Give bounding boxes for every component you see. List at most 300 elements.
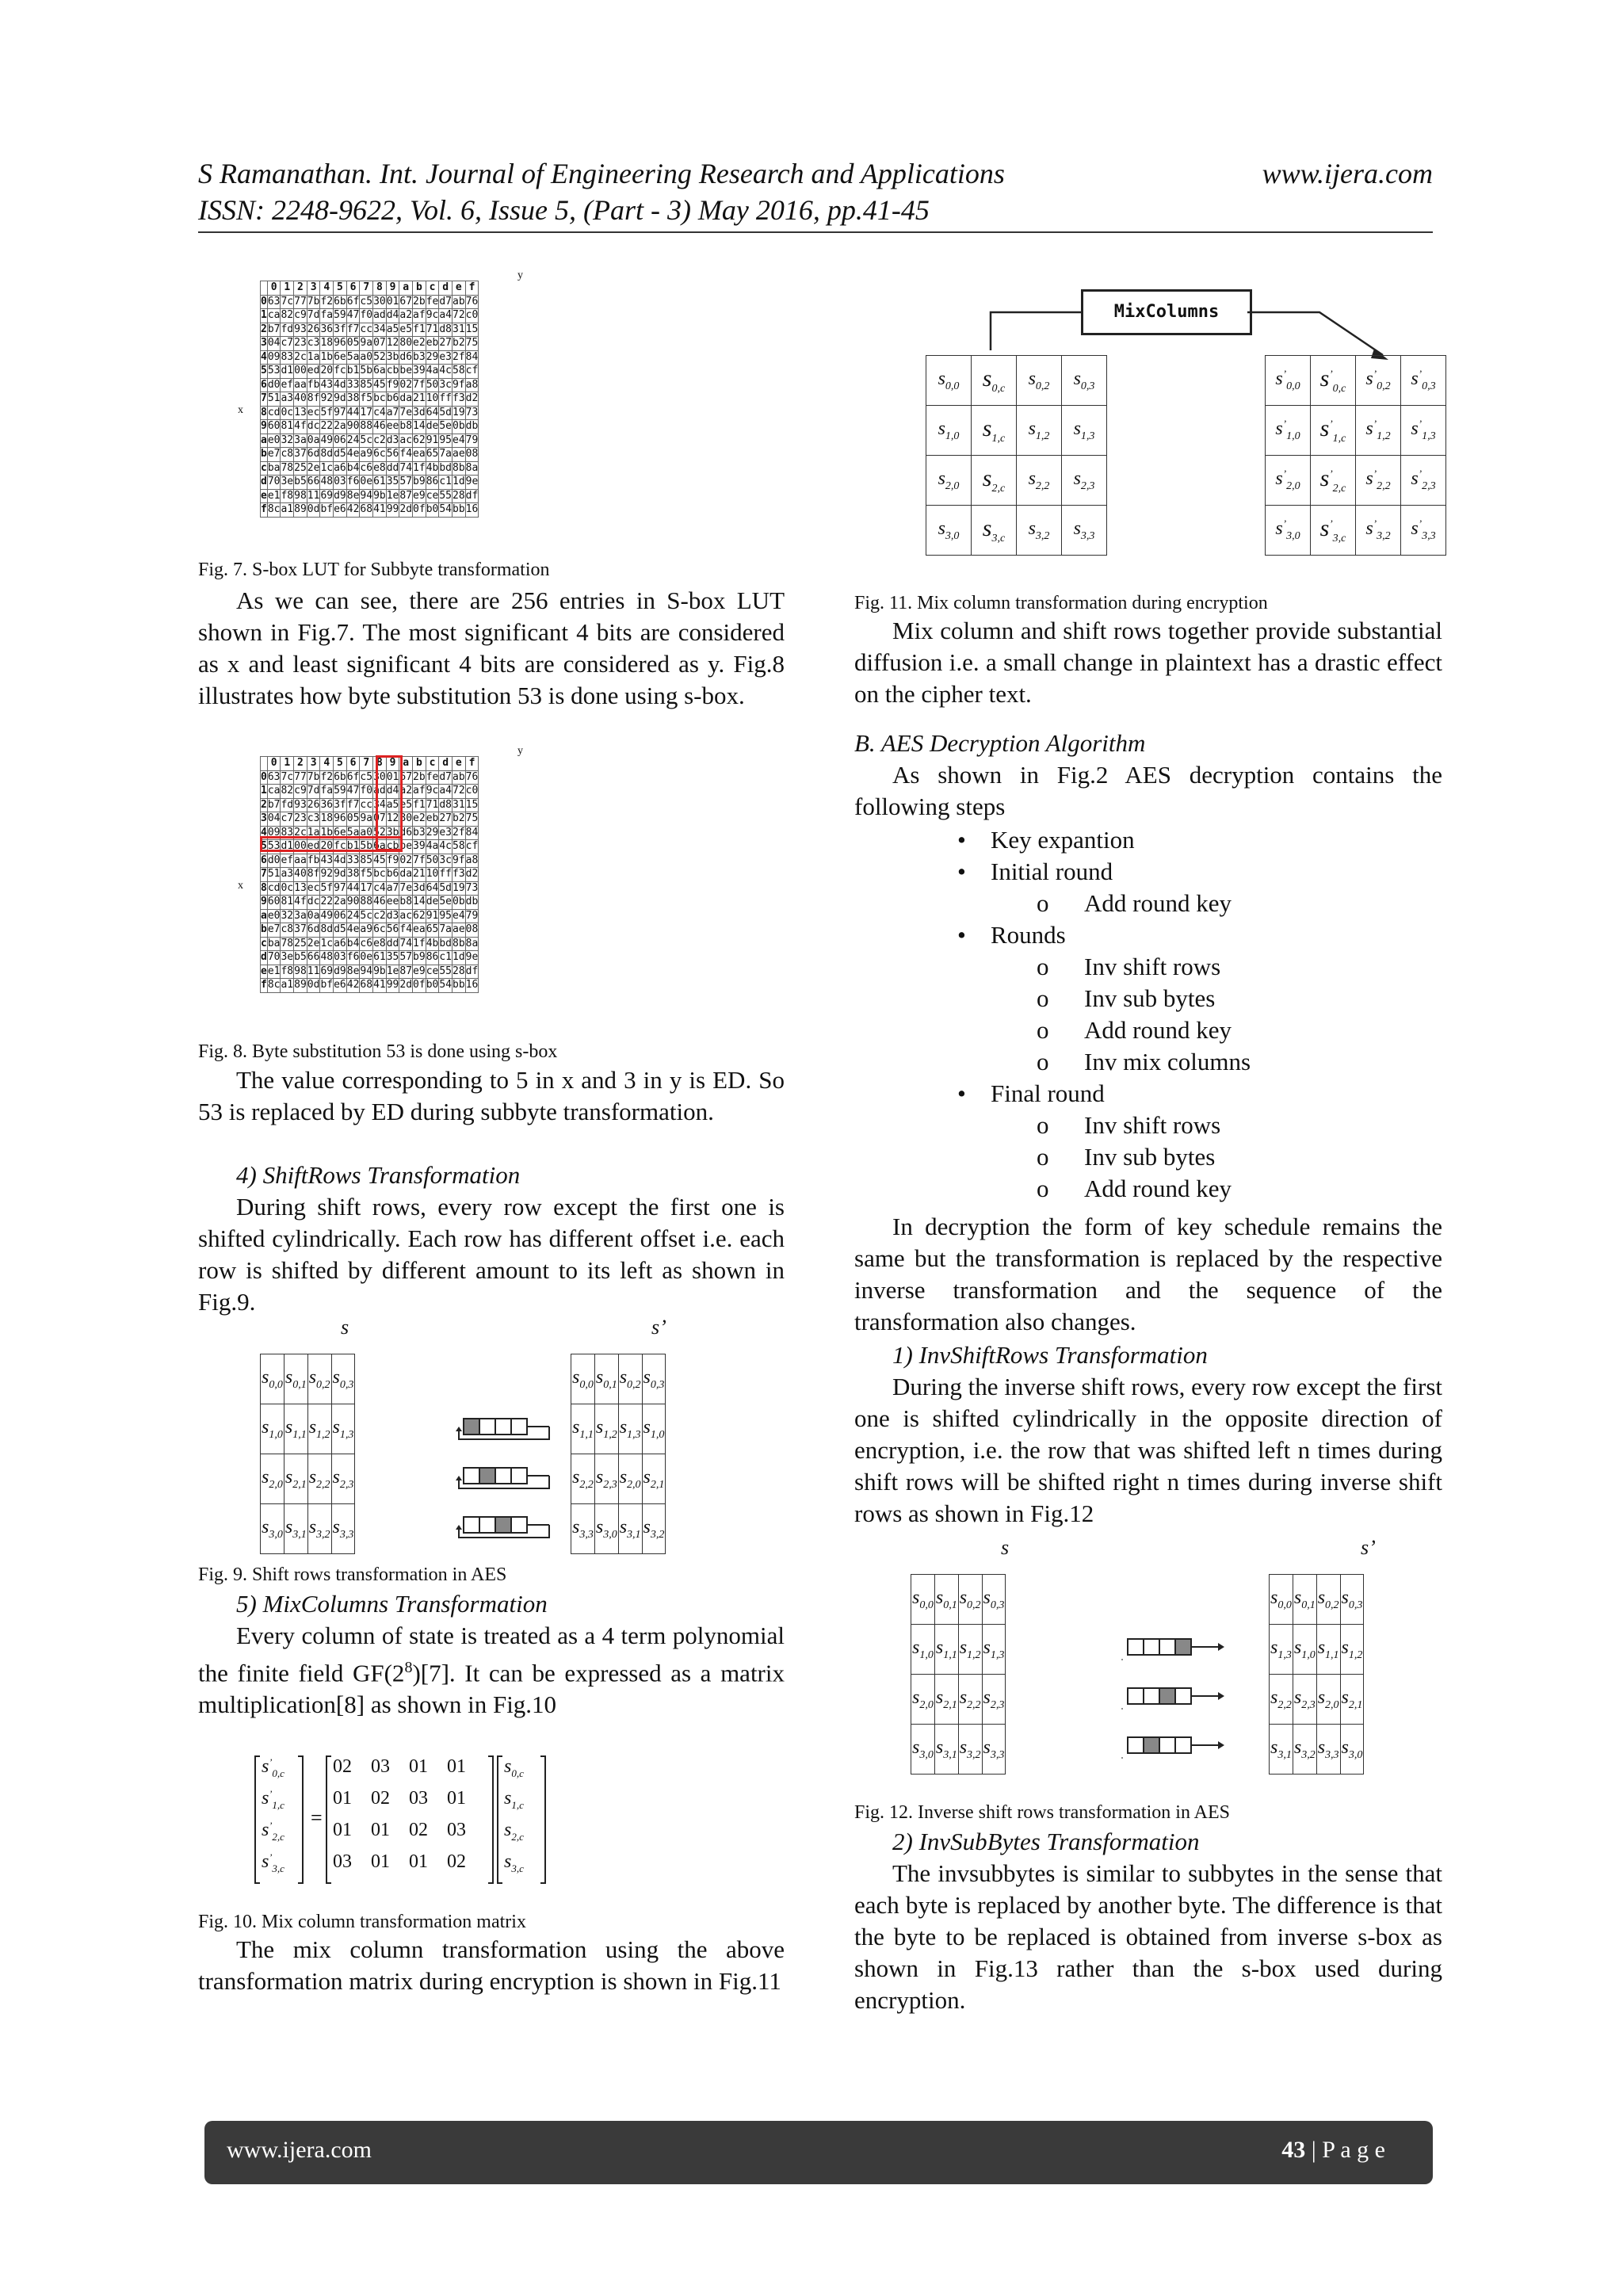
header-rule [198,231,1433,233]
state-cell: $s_{3,0}$ [261,1504,285,1554]
sbox-cell: 13 [294,881,307,894]
sbox-cell: 39 [413,365,426,377]
sbox-cell: 07 [373,812,386,825]
sbox-cell: a3 [281,868,294,881]
sbox-cell: fa [320,309,334,322]
sbox-col-header: 1 [281,757,294,771]
sbox-cell: 7d [307,309,320,322]
sbox-cell: 21 [413,392,426,405]
sbox-cell: 3f [334,798,346,811]
sbox-cell: 93 [294,798,307,811]
sbox-cell: d0 [267,854,281,866]
sbox-cell: f7 [346,323,360,335]
sbox-cell: 11 [307,965,320,977]
state-cell: $s^’_{0,0}$ [1266,356,1311,406]
sbox-cell: 00 [294,840,307,853]
state-cell: $s^’_{3,3}$ [1401,506,1446,556]
sbox-cell: 3e [281,951,294,964]
sbox-cell: 52 [373,826,386,839]
sbox-cell: 01 [386,770,399,783]
sbox-cell: 42 [346,503,360,516]
sbox-row [261,406,479,420]
sbox-cell: 7c [281,770,294,783]
sbox-cell: 20 [320,365,334,377]
sbox-cell: 9d [334,392,346,405]
sbox-cell: 43 [320,378,334,391]
sbox-cell: de [426,896,439,908]
sbox-cell: 28 [453,965,465,977]
fig9-label-s-prime: s’ [651,1316,666,1339]
sbox-cell: 00 [294,365,307,377]
fig11-state-before [926,355,1107,556]
sbox-cell: 39 [413,840,426,853]
sbox-cell: 2a [334,896,346,908]
sbox-cell: 23 [294,812,307,825]
sbox-cell: 7f [413,854,426,866]
sbox-cell: 09 [267,826,281,839]
sbox-cell: 89 [294,979,307,991]
sbox-cell: 46 [373,420,386,433]
sbox-cell: 4c [439,840,453,853]
sbox-col-header: 2 [294,281,307,296]
sbox-cell: 1f [413,461,426,474]
sbox-cell: 36 [320,323,334,335]
matrix-entry: 03 [333,1851,352,1872]
sbox-cell: f8 [281,489,294,502]
sbox-cell: 77 [294,770,307,783]
state-cell: $s_{0,1}$ [594,1354,618,1404]
sbox-cell: 58 [453,365,465,377]
sbox-row [261,854,479,868]
list-item-text: Add round key [1084,1175,1232,1202]
sbox-cell: f3 [453,392,465,405]
sbox-cell: 2d [399,503,413,516]
sbox-corner [261,281,268,296]
sbox-cell: 0c [281,881,294,894]
sbox-col-header: 9 [386,281,399,296]
list-item-text: Inv mix columns [1084,1048,1251,1075]
sub-bullet-icon: o [1037,1048,1049,1075]
sbox-row [261,979,479,993]
sbox-cell: 97 [334,881,346,894]
right-paragraph-3: In decryption the form of key schedule remains the same but the transformation is replaced by the respective inverse transformation and the sequence of the transformation also changes. [854,1213,1442,1335]
sbox-cell: 6e [334,826,346,839]
state-cell: $s_{0,1}$ [1293,1575,1316,1625]
sbox-cell: 66 [307,951,320,964]
right-paragraph-4: During the inverse shift rows, every row except the first one is shifted cylindrically in the opposite direction of encryption, i.e. the row that was shifted left n times during shift rows will be shifted right n times during inverse shift rows as shown in Fig.12 [854,1373,1442,1527]
sbox-row-header: 2 [261,323,267,335]
sbox-cell: a0 [360,826,373,839]
sbox-cell: cb [386,365,399,377]
fig9-label-s: s [341,1316,349,1339]
state-cell: $s_{3,0}$ [926,506,972,556]
sbox-cell: 2e [307,461,320,474]
sbox-cell: aa [294,854,307,866]
sbox-cell: 9b [373,965,386,977]
sbox-cell: 01 [386,295,399,308]
sbox-axis-y: y [517,269,523,281]
sbox-cell: 59 [334,785,346,797]
sbox-cell: d1 [281,840,294,853]
sbox-cell: af [413,785,426,797]
sbox-row-header: f [261,503,267,516]
sbox-cell: 8c [267,503,281,516]
sbox-cell: 99 [386,979,399,991]
state-cell: $s_{1,0}$ [642,1404,666,1454]
state-cell: $s_{0,0}$ [571,1354,595,1404]
state-cell: $s_{1,1}$ [284,1404,307,1454]
sbox-cell: a6 [334,937,346,949]
state-cell: $s_{0,c}$ [972,356,1017,406]
state-cell: $s^’_{1,3}$ [1401,406,1446,456]
matrix-entry: 03 [409,1788,428,1809]
sbox-cell: ce [426,489,439,502]
sbox-cell: 9e [465,951,479,964]
highlight-row-5 [260,836,403,852]
sbox-cell: 11 [307,489,320,502]
sbox-cell: 9e [465,476,479,488]
vector-entry: $s_{3,c}$ [504,1851,524,1874]
sbox-cell: 37 [294,923,307,936]
state-cell: $s_{3,2}$ [1293,1725,1316,1775]
state-cell: $s_{2,1}$ [1340,1675,1364,1725]
sbox-row-header: 4 [261,350,267,363]
state-cell: $s_{3,1}$ [618,1504,642,1554]
state-cell: $s_{2,2}$ [1017,456,1062,506]
state-cell: $s_{2,2}$ [571,1454,595,1504]
sbox-cell: a5 [386,323,399,335]
matrix-entry: 03 [371,1756,390,1777]
sbox-cell: e4 [453,909,465,922]
bullet-icon: • [957,858,966,885]
state-cell: $s_{0,3}$ [1062,356,1107,406]
sbox-col-header: 8 [373,757,387,771]
sbox-cell: dc [307,420,320,433]
sbox-cell: c6 [360,937,373,949]
sbox-cell: c7 [281,337,294,350]
sbox-cell: 62 [413,909,426,922]
sbox-cell: 62 [413,434,426,446]
sbox-row [261,881,479,896]
sbox-cell: 91 [426,909,439,922]
sbox-cell: 85 [360,378,373,391]
sbox-cell: eb [426,812,439,825]
sbox-cell: 87 [399,965,413,977]
sbox-cell: d2 [465,868,479,881]
sbox-cell: 04 [267,812,281,825]
sbox-cell: c6 [360,461,373,474]
sbox-cell: 5f [320,406,334,418]
sbox-row [261,868,479,882]
sbox-cell: 07 [373,337,386,350]
sbox-cell: a9 [360,448,373,460]
sbox-cell: 2f [453,826,465,839]
sbox-cell: 06 [334,909,346,922]
sbox-cell: 4b [426,461,439,474]
sbox-col-header: b [413,281,426,296]
sbox-cell: 78 [281,937,294,949]
sbox-cell: 8f [307,392,320,405]
matrix-entry: 01 [409,1851,428,1872]
sbox-cell: 59 [334,309,346,322]
journal-website: www.ijera.com [1262,158,1433,189]
sbox-cell: 94 [360,965,373,977]
state-cell: $s_{2,0}$ [911,1675,935,1725]
sbox-cell: 61 [373,951,386,964]
sbox-row [261,923,479,938]
sbox-cell: e4 [453,434,465,446]
sbox-cell: bd [439,937,453,949]
sbox-row-header: a [261,434,267,446]
vector-entry: $s_{2,c}$ [504,1820,524,1843]
state-cell: $s_{0,2}$ [618,1354,642,1404]
list-item-text: Final round [991,1079,1105,1107]
sbox-cell: 81 [281,420,294,433]
state-cell: $s_{1,c}$ [972,406,1017,456]
sbox-cell: 60 [267,896,281,908]
coefficient-matrix [333,1756,485,1883]
list-item [854,1141,1442,1173]
state-cell: $s_{1,0}$ [911,1625,935,1675]
state-cell: $s_{1,3}$ [1062,406,1107,456]
shift-arrow-icon [1121,1731,1224,1763]
sbox-cell: c8 [281,923,294,936]
sbox-cell: 25 [294,461,307,474]
sbox-cell: bc [373,392,386,405]
sbox-cell: 68 [360,503,373,516]
sbox-cell: be [399,840,413,853]
sbox-cell: 02 [399,378,413,391]
sbox-cell: 90 [346,420,360,433]
fig9-caption: Fig. 9. Shift rows transformation in AES [198,1564,507,1585]
sbox-cell: 31 [453,323,465,335]
sbox-cell: 85 [360,854,373,866]
sbox-row-header: c [261,461,267,474]
sbox-col-header: 0 [267,757,281,771]
sbox-col-header: b [413,757,426,771]
sbox-cell: 36 [320,798,334,811]
sbox-cell: dc [307,896,320,908]
heading-shiftrows: 4) ShiftRows Transformation [236,1161,521,1189]
list-item-text: Key expantion [991,826,1135,854]
sbox-cell: f2 [320,295,334,308]
list-item-text: Add round key [1084,889,1232,917]
sbox-cell: 18 [320,812,334,825]
sbox-cell: 08 [465,448,479,460]
sbox-cell: 0e [360,951,373,964]
sbox-cell: cc [360,323,373,335]
sbox-cell: 53 [267,840,281,853]
sbox-row [261,503,479,518]
state-cell: $s_{3,3}$ [982,1725,1006,1775]
right-paragraph-5: The invsubbytes is similar to subbytes in the sense that each byte is replaced by another byte. The difference is that the byte to be replaced is obtained from inverse s-box as shown in Fig.13 rather than the s-box used during encryption. [854,1859,1442,2014]
sbox-cell: 91 [426,434,439,446]
sbox-cell: 20 [320,840,334,853]
sbox-cell: 04 [267,337,281,350]
sbox-cell: cd [267,881,281,894]
state-cell: $s_{2,3}$ [1293,1675,1316,1725]
sbox-cell: ef [281,378,294,391]
vector-entry: $s_{0,c}$ [504,1756,524,1779]
sbox-cell: e3 [439,350,453,363]
sbox-cell: 4d [334,854,346,866]
sbox-cell: 6f [346,770,360,783]
sbox-cell: 4f [294,420,307,433]
sbox-cell: 7b [307,770,320,783]
shift-arrow-icon [1121,1682,1224,1713]
state-cell: $s_{3,1}$ [1270,1725,1293,1775]
sbox-cell: 55 [439,965,453,977]
sbox-cell: db [465,420,479,433]
sbox-cell: df [465,489,479,502]
sbox-cell: 3e [281,476,294,488]
sbox-cell: f6 [346,951,360,964]
sbox-cell: 97 [334,406,346,418]
state-cell: $s^’_{3,c}$ [1311,506,1356,556]
sbox-cell: c1 [439,476,453,488]
sbox-row [261,909,479,923]
state-cell: $s_{3,3}$ [331,1504,355,1554]
sbox-cell: 5c [360,434,373,446]
sbox-row-header: 8 [261,406,267,418]
vector-s-prime [262,1756,285,1883]
sbox-axis-x: x [238,404,243,416]
sbox-cell: c8 [281,448,294,460]
matrix-entry: 03 [447,1820,466,1840]
sbox-cell: 3f [334,323,346,335]
sbox-cell: 9a [360,337,373,350]
sub-bullet-icon: o [1037,953,1049,980]
sbox-cell: 5c [360,909,373,922]
state-cell: $s_{3,3}$ [1062,506,1107,556]
sbox-cell: 86 [426,951,439,964]
sbox-cell: 25 [294,937,307,949]
sbox-cell: 10 [426,868,439,881]
sbox-cell: 35 [386,951,399,964]
sbox-cell: e8 [373,937,386,949]
sbox-cell: 9f [453,378,465,391]
sbox-cell: 7f [413,378,426,391]
sbox-cell: 66 [307,476,320,488]
sbox-row-header: c [261,937,267,949]
sbox-cell: db [465,896,479,908]
sbox-cell: 05 [346,337,360,350]
sbox-cell: dd [386,461,399,474]
state-cell: $s_{2,2}$ [307,1454,331,1504]
sbox-cell: 5d [439,406,453,418]
sbox-cell: fe [426,295,439,308]
sbox-cell: 22 [320,420,334,433]
sbox-table-highlighted [260,756,479,993]
sbox-col-header: 2 [294,757,307,771]
sbox-cell: c9 [294,785,307,797]
list-item-text: Inv sub bytes [1084,984,1216,1012]
fig12-state-s-prime [1269,1574,1364,1775]
footer-page [1281,2137,1385,2164]
sbox-cell: 05 [346,812,360,825]
sbox-cell: 65 [426,923,439,936]
sbox-cell: 80 [399,812,413,825]
list-item [854,824,1442,856]
sbox-cell: 56 [386,448,399,460]
sbox-cell: b6 [386,868,399,881]
sbox-cell: fd [281,323,294,335]
sbox-col-header: 3 [307,281,320,296]
sbox-cell: dd [386,937,399,949]
sbox-cell: ee [386,420,399,433]
sbox-row [261,798,479,812]
sbox-cell: a4 [439,309,453,322]
sbox-cell: 18 [320,337,334,350]
sbox-col-header: c [426,757,439,771]
sbox-cell: ec [307,406,320,418]
sbox-col-header: c [426,281,439,296]
sbox-cell: 96 [334,812,346,825]
sbox-cell: 8e [346,965,360,977]
sbox-cell: 8e [346,489,360,502]
sbox-cell: 7a [439,448,453,460]
sbox-cell: 34 [373,323,386,335]
sbox-cell: b5 [294,951,307,964]
sbox-cell: b1 [346,365,360,377]
list-item-text: Initial round [991,858,1113,885]
sbox-cell: 16 [465,503,479,516]
sbox-cell: 63 [267,295,281,308]
sbox-cell: bb [453,979,465,991]
sbox-cell: fb [307,378,320,391]
sbox-cell: e9 [413,489,426,502]
sbox-cell: a6 [334,461,346,474]
sbox-cell: 1d [453,951,465,964]
list-item [854,888,1442,919]
vector-s [504,1756,524,1883]
sbox-cell: cb [386,840,399,853]
state-cell: $s_{0,0}$ [1270,1575,1293,1625]
sbox-cell: 38 [346,392,360,405]
footer-website: www.ijera.com [227,2137,372,2163]
sbox-row-header: 0 [261,770,267,783]
state-cell: $s_{1,2}$ [958,1625,982,1675]
sbox-cell: 13 [294,406,307,418]
sbox-cell: 3d [413,406,426,418]
sbox-cell: 47 [346,309,360,322]
sbox-cell: bf [320,503,334,516]
sbox-cell: 96 [334,337,346,350]
sbox-cell: 6d [307,448,320,460]
sbox-cell: 75 [465,337,479,350]
state-cell: $s_{2,c}$ [972,456,1017,506]
state-cell: $s^’_{3,2}$ [1356,506,1401,556]
sbox-row-header: 6 [261,378,267,391]
sbox-cell: 1a [307,350,320,363]
sbox-row-header: 8 [261,881,267,894]
sbox-cell: c2 [373,909,386,922]
sbox-cell: 3a [294,909,307,922]
sbox-cell: 75 [465,812,479,825]
sbox-cell: 5b [360,840,373,853]
sbox-cell: ab [453,295,465,308]
sbox-cell: a1 [281,979,294,991]
sbox-cell: 15 [465,323,479,335]
list-item-text: Rounds [991,921,1066,949]
state-cell: $s_{3,2}$ [642,1504,666,1554]
heading-invsubbytes: 2) InvSubBytes Transformation [892,1828,1200,1855]
state-cell: $s_{3,1}$ [934,1725,958,1775]
sbox-cell: 81 [281,896,294,908]
sbox-cell: 74 [399,461,413,474]
sbox-col-header: 6 [346,757,360,771]
sbox-cell: 6f [346,295,360,308]
